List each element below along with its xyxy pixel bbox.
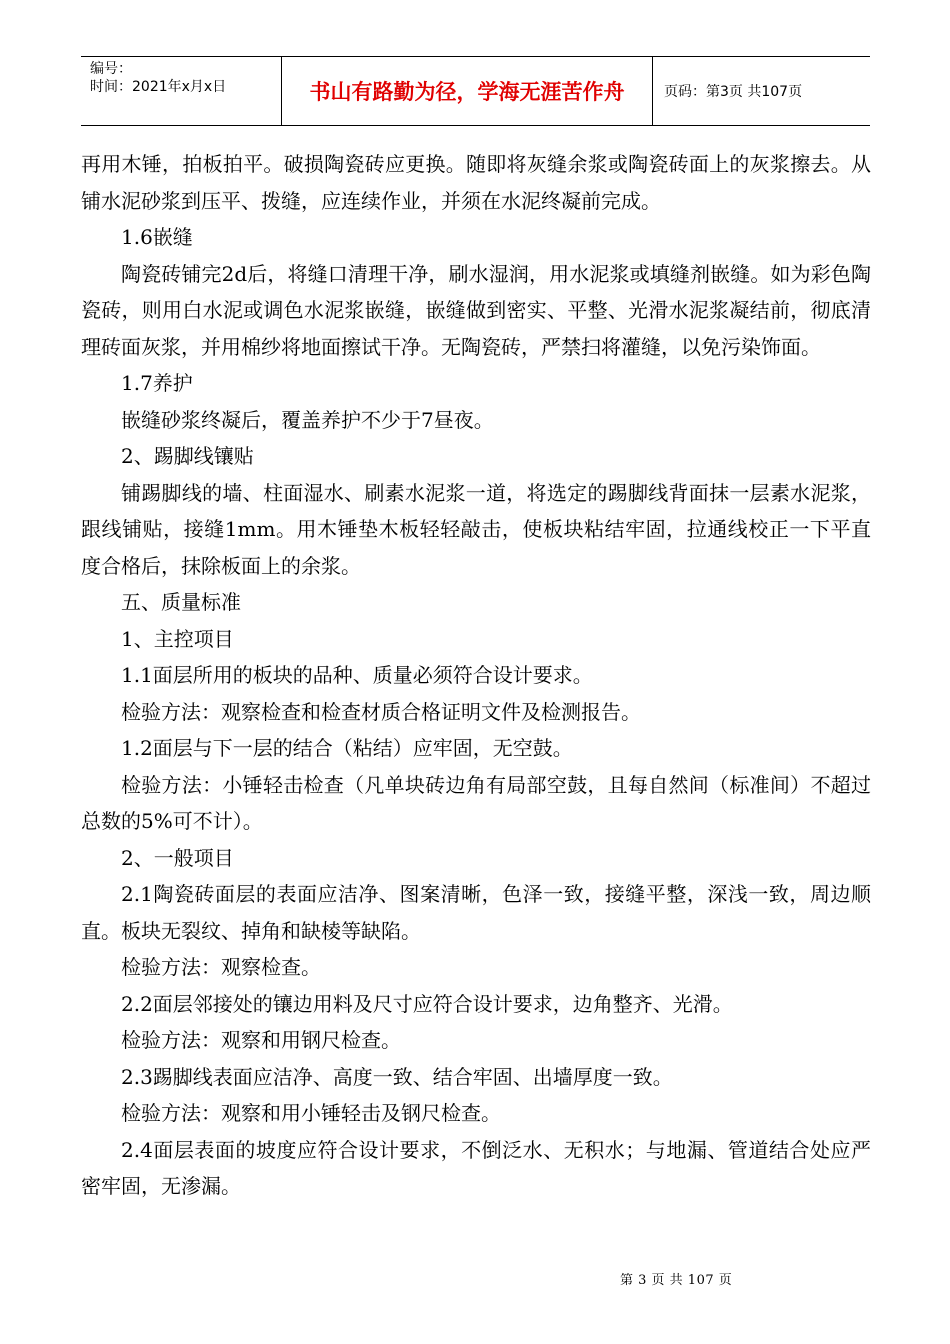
page-footer: 第 3 页 共 107 页 (620, 1273, 733, 1288)
paragraph: 嵌缝砂浆终凝后，覆盖养护不少于7昼夜。 (121, 407, 494, 432)
section-heading: 1、主控项目 (121, 626, 234, 651)
paragraph: 2.2面层邻接处的镶边用料及尺寸应符合设计要求，边角整齐、光滑。 (121, 991, 733, 1016)
header-motto: 书山有路勤为径，学海无涯苦作舟 (281, 57, 653, 125)
header-meta (81, 57, 281, 125)
paragraph: 2.4面层表面的坡度应符合设计要求，不倒泛水、无积水；与地漏、管道结合处应严密牢固，无渗漏。 (81, 1137, 871, 1198)
number-label: 编号： (90, 61, 132, 77)
paragraph: 铺踢脚线的墙、柱面湿水、刷素水泥浆一道，将选定的踢脚线背面抹一层素水泥浆，跟线铺贴，接缝1mm。用木锤垫木板轻轻敲击，使板块粘结牢固，拉通线校正一下平直度合格后，抹除板面上的余浆。 (81, 480, 871, 578)
paragraph: 检验方法：观察检查。 (121, 955, 321, 979)
paragraph: 2.3踢脚线表面应洁净、高度一致、结合牢固、出墙厚度一致。 (121, 1064, 673, 1089)
paragraph: 2.1陶瓷砖面层的表面应洁净、图案清晰，色泽一致，接缝平整，深浅一致，周边顺直。板块无裂纹、掉角和缺棱等缺陷。 (81, 882, 871, 943)
time-label: 时间：2021年x月x日 (90, 79, 227, 95)
section-heading: 2、一般项目 (121, 845, 234, 870)
paragraph: 1.2面层与下一层的结合（粘结）应牢固，无空鼓。 (121, 736, 573, 760)
paragraph: 再用木锤，拍板拍平。破损陶瓷砖应更换。随即将灰缝余浆或陶瓷砖面上的灰浆擦去。从铺水泥砂浆到压平、拨缝，应连续作业，并须在水泥终凝前完成。 (81, 152, 871, 213)
paragraph: 检验方法：观察检查和检查材质合格证明文件及检测报告。 (121, 699, 641, 724)
section-heading: 1.6嵌缝 (121, 225, 193, 249)
paragraph: 检验方法：小锤轻击检查（凡单块砖边角有局部空鼓，且每自然间（标准间）不超过总数的5%可不计）。 (81, 772, 871, 833)
paragraph: 检验方法：观察和用钢尺检查。 (121, 1028, 401, 1052)
header-page-code: 页码：第3页 共107页 (664, 84, 803, 100)
paragraph: 检验方法：观察和用小锤轻击及钢尺检查。 (121, 1101, 501, 1125)
paragraph: 1.1面层所用的板块的品种、质量必须符合设计要求。 (121, 663, 593, 687)
paragraph: 陶瓷砖铺完2d后，将缝口清理干净，刷水湿润，用水泥浆或填缝剂嵌缝。如为彩色陶瓷砖，则用白水泥或调色水泥浆嵌缝，嵌缝做到密实、平整、光滑水泥浆凝结前，彻底清理砖面灰浆，并用棉纱将地面擦试干净。无陶瓷砖，严禁扫将灌缝，以免污染饰面。 (81, 261, 871, 359)
section-heading: 2、踢脚线镶贴 (121, 444, 254, 468)
section-heading: 1.7养护 (121, 371, 193, 395)
section-heading: 五、质量标准 (121, 590, 241, 614)
page-header (81, 56, 870, 126)
document-body (81, 146, 871, 1205)
